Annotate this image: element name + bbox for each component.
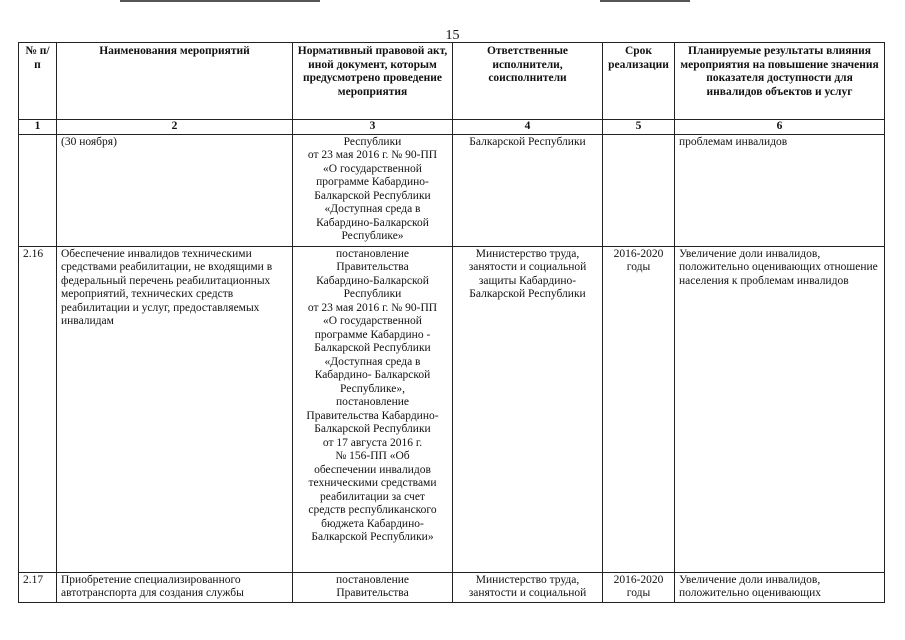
- header-term: Срок реализации: [603, 43, 675, 120]
- top-rule-left: [120, 0, 320, 2]
- row-executors: Министерство труда, занятости и социальной защиты Кабардино-Балкарской Республики: [453, 246, 603, 572]
- row-result: проблемам инвалидов: [675, 134, 885, 246]
- header-executors: Ответственные исполнители, соисполнители: [453, 43, 603, 120]
- column-number: 3: [293, 120, 453, 135]
- row-num: [19, 134, 57, 246]
- column-number: 4: [453, 120, 603, 135]
- row-name: (30 ноября): [57, 134, 293, 246]
- row-term: 2016-2020 годы: [603, 246, 675, 572]
- header-act: Нормативный правовой акт, иной документ, которым предусмотрено проведение мероприятия: [293, 43, 453, 120]
- header-row: [19, 43, 885, 120]
- row-act: постановление Правительства: [293, 572, 453, 602]
- row-result: Увеличение доли инвалидов, положительно оценивающих: [675, 572, 885, 602]
- row-term: 2016-2020 годы: [603, 572, 675, 602]
- column-number: 2: [57, 120, 293, 135]
- column-number: 6: [675, 120, 885, 135]
- table-row: [19, 246, 885, 572]
- row-name: Обеспечение инвалидов техническими средствами реабилитации, не входящими в федеральный перечень реабилитационных мероприятий, технических средств реабилитации и услуг, предоставляемых инвалидам: [57, 246, 293, 572]
- table-row: [19, 572, 885, 602]
- table-row: [19, 134, 885, 246]
- column-number: 1: [19, 120, 57, 135]
- row-result: Увеличение доли инвалидов, положительно оценивающих отношение населения к проблемам инвалидов: [675, 246, 885, 572]
- row-executors: Министерство труда, занятости и социальной: [453, 572, 603, 602]
- row-act: постановление Правительства Кабардино-Балкарской Республики от 23 мая 2016 г. № 90-ПП «О государственной программе Кабардино - Балкарской Республики «Доступная среда в Кабардино- Балкарской Республике», постановление Правительства Кабардино- Балкарской Республики от 17 августа 2016 г. № 156-ПП «Об обеспечении инвалидов техническими средствами реабилитации за счет средств республиканского бюджета Кабардино- Балкарской Республики»: [293, 246, 453, 572]
- page-number: 15: [445, 28, 460, 43]
- row-act: Республики от 23 мая 2016 г. № 90-ПП «О государственной программе Кабардино- Балкарской Республики «Доступная среда в Кабардино-Балкарской Республике»: [293, 134, 453, 246]
- row-num: 2.17: [19, 572, 57, 602]
- column-number-row: [19, 120, 885, 135]
- column-number: 5: [603, 120, 675, 135]
- row-term: [603, 134, 675, 246]
- header-result: Планируемые результаты влияния мероприятия на повышение значения показателя доступности для инвалидов объектов и услуг: [675, 43, 885, 120]
- top-rule-right: [600, 0, 690, 2]
- row-executors: Балкарской Республики: [453, 134, 603, 246]
- header-name: Наименования мероприятий: [57, 43, 293, 120]
- row-name: Приобретение специализированного автотранспорта для создания службы: [57, 572, 293, 602]
- header-num: № п/п: [19, 43, 57, 120]
- row-num: 2.16: [19, 246, 57, 572]
- measures-table: [18, 42, 885, 603]
